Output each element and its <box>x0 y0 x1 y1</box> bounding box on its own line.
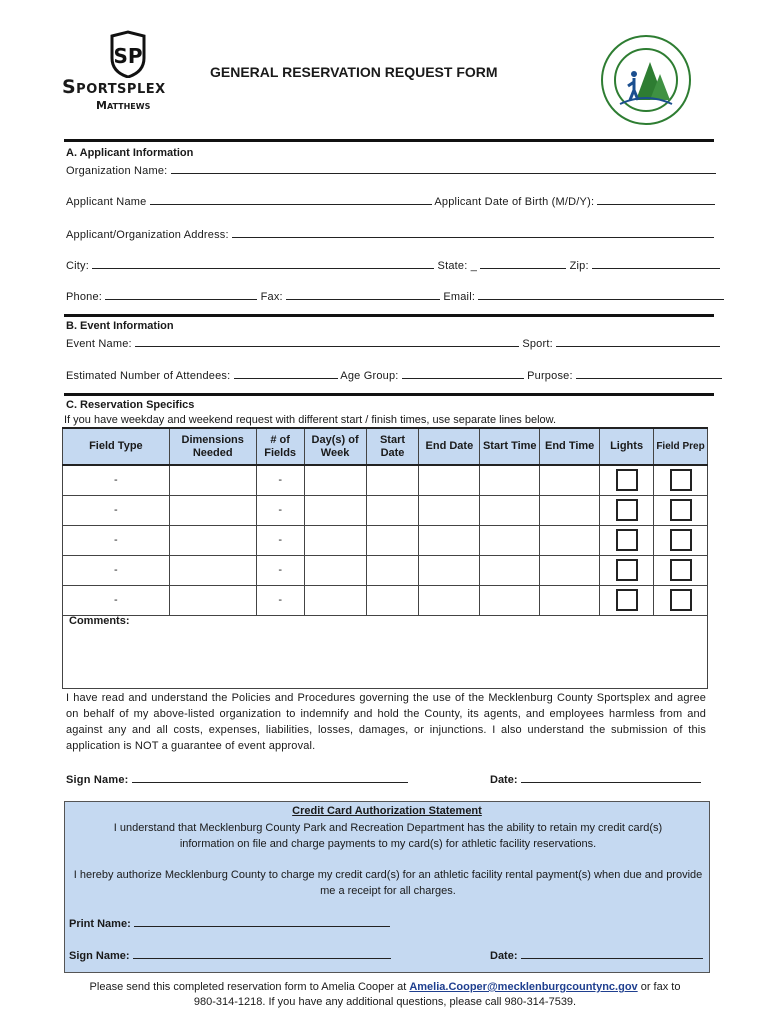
field-prep-checkbox[interactable] <box>670 499 692 521</box>
contact-email-link[interactable]: Amelia.Cooper@mecklenburgcountync.gov <box>409 981 638 993</box>
sign-name-row <box>66 772 408 786</box>
lights-cell <box>600 465 654 495</box>
cc-date-label: Date: <box>490 950 518 962</box>
col-header: # of Fields <box>256 428 304 465</box>
sign-name-field[interactable] <box>132 772 408 783</box>
col-header: Start Date <box>366 428 419 465</box>
applicant-name-field[interactable] <box>150 194 432 205</box>
section-b-title: B. Event Information <box>66 320 174 332</box>
col-header: Dimensions Needed <box>169 428 256 465</box>
print-name-label: Print Name: <box>69 918 131 930</box>
state-label: State: _ <box>437 260 478 272</box>
zip-label: Zip: <box>569 260 589 272</box>
col-header: Field Prep <box>654 428 708 465</box>
date-label: Date: <box>490 774 518 786</box>
field-prep-cell <box>654 555 708 585</box>
table-header-row <box>63 428 708 465</box>
section-b-rule <box>64 314 714 317</box>
lights-cell <box>600 555 654 585</box>
reservation-table <box>62 427 708 616</box>
purpose-field[interactable] <box>576 368 722 379</box>
section-a-title: A. Applicant Information <box>66 147 194 159</box>
fields-count-cell[interactable]: - <box>256 585 304 615</box>
start-date-cell[interactable] <box>366 525 419 555</box>
fields-count-cell[interactable]: - <box>256 555 304 585</box>
sport-field[interactable] <box>556 336 720 347</box>
applicant-name-label: Applicant Name <box>66 196 147 208</box>
field-type-cell[interactable]: - <box>63 585 170 615</box>
mecklenburg-park-logo <box>600 34 692 126</box>
start-date-cell[interactable] <box>366 495 419 525</box>
days-cell[interactable] <box>304 525 366 555</box>
field-prep-checkbox[interactable] <box>670 529 692 551</box>
days-cell[interactable] <box>304 555 366 585</box>
comments-box[interactable] <box>62 610 708 689</box>
col-header: Start Time <box>480 428 540 465</box>
form-title: GENERAL RESERVATION REQUEST FORM <box>210 64 498 80</box>
field-type-cell[interactable]: - <box>63 465 170 495</box>
purpose-label: Purpose: <box>527 370 573 382</box>
cc-sign-name-row <box>69 948 391 962</box>
city-label: City: <box>66 260 89 272</box>
field-type-cell[interactable]: - <box>63 555 170 585</box>
end-date-cell[interactable] <box>419 525 480 555</box>
field-type-cell[interactable]: - <box>63 525 170 555</box>
address-field[interactable] <box>232 227 714 238</box>
zip-field[interactable] <box>592 258 720 269</box>
date-row <box>490 772 701 786</box>
start-time-cell[interactable] <box>480 465 540 495</box>
fields-count-cell[interactable]: - <box>256 525 304 555</box>
end-time-cell[interactable] <box>540 465 600 495</box>
days-cell[interactable] <box>304 495 366 525</box>
city-field[interactable] <box>92 258 434 269</box>
fax-label: Fax: <box>260 291 283 303</box>
cc-date-row <box>490 948 703 962</box>
dimensions-cell[interactable] <box>169 525 256 555</box>
email-field[interactable] <box>478 289 724 300</box>
park-recreation-seal-icon <box>600 34 692 126</box>
phone-field[interactable] <box>105 289 257 300</box>
field-prep-checkbox[interactable] <box>670 469 692 491</box>
event-name-field[interactable] <box>135 336 519 347</box>
lights-cell <box>600 495 654 525</box>
section-c-title: C. Reservation Specifics <box>66 399 195 411</box>
phone-label: Phone: <box>66 291 103 303</box>
table-row <box>63 495 708 525</box>
age-group-field[interactable] <box>402 368 524 379</box>
cc-title-text: Credit Card Authorization Statement <box>292 805 482 817</box>
end-time-cell[interactable] <box>540 495 600 525</box>
cc-statement-1: I understand that Mecklenburg County Park and Recreation Department has the ability to retain my credit card(s) information on file and charge payments to my card(s) for athletic facility reservations. <box>113 822 663 850</box>
section-c-rule <box>64 393 714 396</box>
start-date-cell[interactable] <box>366 465 419 495</box>
email-label: Email: <box>443 291 476 303</box>
field-prep-cell <box>654 525 708 555</box>
lights-checkbox[interactable] <box>616 499 638 521</box>
fax-field[interactable] <box>286 289 440 300</box>
sportsplex-logo <box>62 30 197 112</box>
start-time-cell[interactable] <box>480 495 540 525</box>
dob-label: Applicant Date of Birth (M/D/Y): <box>434 196 595 208</box>
table-row <box>63 555 708 585</box>
attendees-field[interactable] <box>234 368 338 379</box>
dimensions-cell[interactable] <box>169 465 256 495</box>
col-header: Lights <box>600 428 654 465</box>
lights-checkbox[interactable] <box>616 529 638 551</box>
event-name-row <box>66 336 720 350</box>
end-time-cell[interactable] <box>540 525 600 555</box>
dob-field[interactable] <box>597 194 715 205</box>
col-header: End Time <box>540 428 600 465</box>
cc-statement-2: I hereby authorize Mecklenburg County to charge my credit card(s) for an athletic facility rental payment(s) when due and provide me a receipt for all charges. <box>73 869 703 897</box>
cc-date-field[interactable] <box>521 948 703 959</box>
logo-subtitle: Matthews <box>96 99 151 112</box>
start-time-cell[interactable] <box>480 555 540 585</box>
city-row <box>66 258 720 272</box>
cc-sign-name-label: Sign Name: <box>69 950 130 962</box>
sign-name-label: Sign Name: <box>66 774 129 786</box>
lights-checkbox[interactable] <box>616 559 638 581</box>
svg-text:SP: SP <box>113 44 143 68</box>
sport-label: Sport: <box>522 338 553 350</box>
comments-label: Comments: <box>69 615 130 627</box>
organization-name-row <box>66 163 716 177</box>
start-time-cell[interactable] <box>480 525 540 555</box>
attendees-row <box>66 368 722 382</box>
footer-line-2: 980-314-1218. If you have any additional questions, please call 980-314-7539. <box>193 996 577 1008</box>
print-name-field[interactable] <box>134 916 390 927</box>
dimensions-cell[interactable] <box>169 495 256 525</box>
start-date-cell[interactable] <box>366 555 419 585</box>
cc-title <box>65 805 709 817</box>
date-field[interactable] <box>521 772 701 783</box>
address-row <box>66 227 714 241</box>
field-prep-checkbox[interactable] <box>670 589 692 611</box>
fields-count-cell[interactable]: - <box>256 465 304 495</box>
contact-row <box>66 289 724 303</box>
print-name-row <box>69 916 390 930</box>
end-date-cell[interactable] <box>419 495 480 525</box>
col-header: Field Type <box>63 428 170 465</box>
lights-cell <box>600 525 654 555</box>
state-field[interactable] <box>480 258 566 269</box>
sportsplex-shield-icon <box>62 30 197 78</box>
table-row <box>63 525 708 555</box>
end-date-cell[interactable] <box>419 555 480 585</box>
end-time-cell[interactable] <box>540 555 600 585</box>
field-prep-cell <box>654 465 708 495</box>
address-label: Applicant/Organization Address: <box>66 229 229 241</box>
cc-sign-name-field[interactable] <box>133 948 391 959</box>
col-header: Day(s) of Week <box>304 428 366 465</box>
organization-name-label: Organization Name: <box>66 165 168 177</box>
organization-name-field[interactable] <box>171 163 716 174</box>
field-prep-checkbox[interactable] <box>670 559 692 581</box>
logo-name: Sportsplex <box>62 76 166 98</box>
field-prep-cell <box>654 495 708 525</box>
fields-count-cell[interactable]: - <box>256 495 304 525</box>
lights-checkbox[interactable] <box>616 589 638 611</box>
col-header: End Date <box>419 428 480 465</box>
end-date-cell[interactable] <box>419 465 480 495</box>
field-type-cell[interactable]: - <box>63 495 170 525</box>
agreement-text: I have read and understand the Policies and Procedures governing the use of the Mecklenburg County Sportsplex and agree on behalf of my above-listed organization to indemnify and hold the County, its agents, and employees harmless from and against any and all costs, expenses, liabilities, losses, damages, or injunctions. I also understand the submission of this application is NOT a guarantee of event approval. <box>66 692 706 752</box>
table-row <box>63 465 708 495</box>
lights-checkbox[interactable] <box>616 469 638 491</box>
days-cell[interactable] <box>304 465 366 495</box>
event-name-label: Event Name: <box>66 338 132 350</box>
footer-line-1 <box>0 981 770 993</box>
top-rule <box>64 139 714 142</box>
age-group-label: Age Group: <box>340 370 399 382</box>
credit-card-authorization-box <box>64 801 710 973</box>
dimensions-cell[interactable] <box>169 555 256 585</box>
footer-text-after: or fax to <box>637 981 681 993</box>
section-c-note: If you have weekday and weekend request with different start / finish times, use separate lines below. <box>64 414 557 426</box>
footer-text-before: Please send this completed reservation form to Amelia Cooper at <box>89 981 410 993</box>
attendees-label: Estimated Number of Attendees: <box>66 370 231 382</box>
applicant-name-row <box>66 194 715 208</box>
